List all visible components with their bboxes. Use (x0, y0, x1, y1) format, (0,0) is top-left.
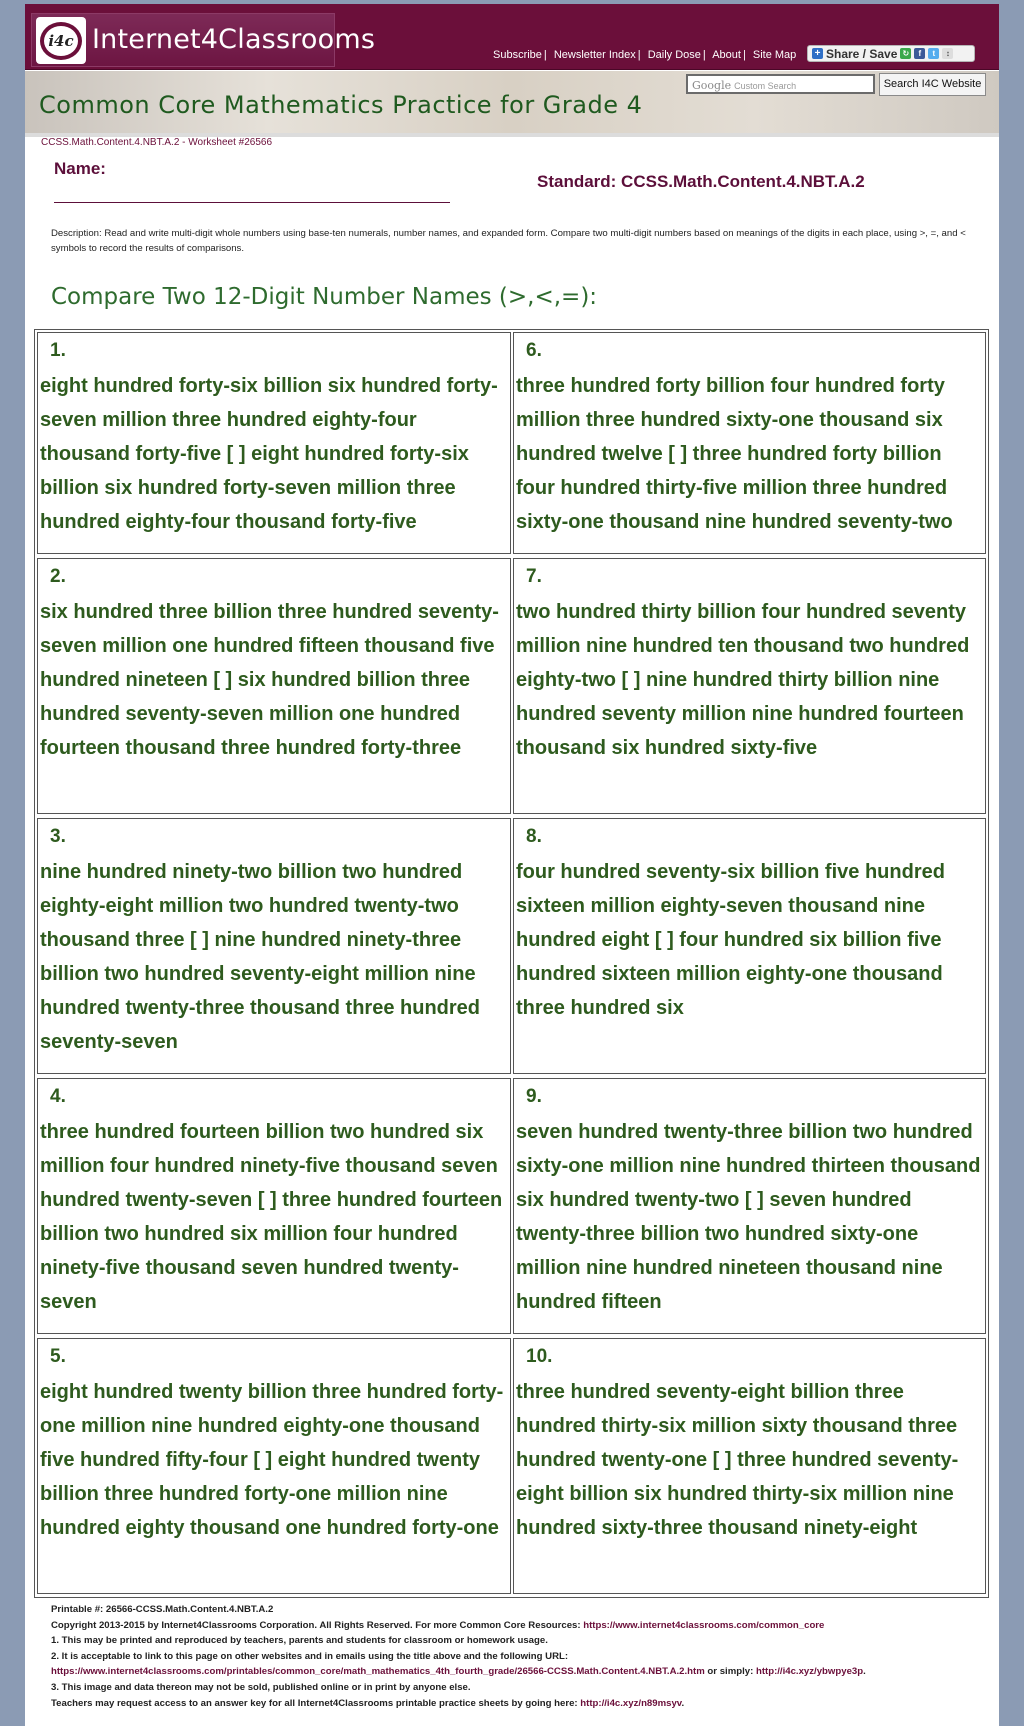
description: Description: Read and write multi-digit whole numbers using base-ten numerals, number names, and expanded form. Compare two multi-digit numbers based on meanings of the digits in each place, using >, =, and < symbols to record the results of comparisons. (51, 228, 966, 254)
problem-text: two hundred thirty billion four hundred seventy million nine hundred ten thousand two hundred eighty-two [ ] nine hundred thirty billion nine hundred seventy million nine hundred fourteen thousand six hundred sixty-five (516, 601, 970, 759)
standard-label: Standard: CCSS.Math.Content.4.NBT.A.2 (537, 172, 865, 191)
problem-number: 6. (526, 340, 542, 361)
rule-2-urls (51, 1664, 991, 1680)
problem-cell (37, 1078, 511, 1334)
problem-number: 10. (526, 1346, 553, 1367)
top-nav: Subscribe | Newsletter Index | Daily Dose | About | Site Map (493, 49, 797, 61)
nav-link-site-map[interactable]: Site Map (752, 49, 797, 61)
problem-text: six hundred three billion three hundred seventy-seven million one hundred fifteen thousand five hundred nineteen [ ] six hundred billion three hundred seventy-seven million one hundred fourteen thousand three hundred forty-three (40, 601, 499, 759)
problem-cell (513, 558, 986, 814)
nav-link-daily-dose[interactable]: Daily Dose (647, 49, 701, 61)
problem-number: 3. (50, 826, 66, 847)
rule-2-or: or simply: (704, 1666, 756, 1678)
problem-number: 7. (526, 566, 542, 587)
rule-2: 2. It is acceptable to link to this page on other websites and in emails using the title above and the following URL: (51, 1650, 569, 1662)
search-placeholder: Custom Search (734, 81, 797, 91)
answer-key (51, 1696, 991, 1712)
problem-cell (513, 818, 986, 1074)
section-title: Compare Two 12-Digit Number Names (>,<,=): (51, 284, 598, 310)
problem-cell (513, 332, 986, 554)
dropdown-icon: ↕ (942, 48, 953, 59)
problem-cell (37, 332, 511, 554)
problem-text: three hundred forty billion four hundred forty million three hundred sixty-one thousand six hundred twelve [ ] three hundred forty billion four hundred thirty-five million three hundred sixty-one thousand nine hundred seventy-two (516, 375, 953, 533)
nav-link-subscribe[interactable]: Subscribe (493, 49, 542, 61)
google-logo: Google (692, 79, 732, 92)
problem-cell (37, 558, 511, 814)
problem-number: 1. (50, 340, 66, 361)
problem-cell (37, 1338, 511, 1594)
site-header (25, 4, 999, 70)
answer-key-end: . (681, 1697, 685, 1709)
name-line (54, 202, 450, 203)
problem-number: 8. (526, 826, 542, 847)
share-green-icon: ↻ (900, 48, 911, 59)
share-save-button[interactable] (807, 45, 975, 62)
problem-text: three hundred seventy-eight billion three hundred thirty-six million sixty thousand three hundred twenty-one [ ] three hundred seventy-eight billion six hundred thirty-six million nine hundred sixty-three thousand ninety-eight (516, 1381, 959, 1539)
problem-number: 5. (50, 1346, 66, 1367)
breadcrumb: CCSS.Math.Content.4.NBT.A.2 - Worksheet #26566 (41, 137, 273, 148)
facebook-icon: f (914, 48, 925, 59)
problem-cell (37, 818, 511, 1074)
problem-text: four hundred seventy-six billion five hundred sixteen million eighty-seven thousand nine hundred eight [ ] four hundred six billion five hundred sixteen million eighty-one thousand three hundred six (516, 861, 945, 1019)
nav-link-about[interactable]: About (712, 49, 741, 61)
answer-key-text: Teachers may request access to an answer key for all Internet4Classrooms printable practice sheets by going here: (51, 1697, 581, 1709)
problem-number: 9. (526, 1086, 542, 1107)
problem-text: three hundred fourteen billion two hundred six million four hundred ninety-five thousand seven hundred twenty-seven [ ] three hundred fourteen billion two hundred six million four hundred ninety-five thousand seven hundred twenty-seven (40, 1121, 503, 1313)
problems-table (34, 329, 989, 1598)
copyright-text: Copyright 2013-2015 by Internet4Classrooms Corporation. All Rights Reserved. For more Common Core Resources: (51, 1619, 584, 1631)
worksheet-link[interactable]: https://www.internet4classrooms.com/printables/common_core/math_mathematics_4th_fourth_grade/26566-CCSS.Math.Content.4.NBT.A.2.htm (51, 1666, 705, 1678)
problem-text: eight hundred forty-six billion six hundred forty-seven million three hundred eighty-four thousand forty-five [ ] eight hundred forty-six billion six hundred forty-seven million three hundred eighty-four thousand forty-five (40, 375, 498, 533)
problem-text: eight hundred twenty billion three hundred forty-one million nine hundred eighty-one thousand five hundred fifty-four [ ] eight hundred twenty billion three hundred forty-one million nine hundred eighty thousand one hundred forty-one (40, 1381, 504, 1539)
rule-1: 1. This may be printed and reproduced by teachers, parents and students for classroom or homework usage. (51, 1635, 548, 1647)
rule-2-end: . (863, 1666, 866, 1678)
share-save-label: Share / Save (826, 46, 898, 61)
problem-number: 2. (50, 566, 66, 587)
plus-icon: + (812, 48, 823, 59)
answer-key-link[interactable]: http://i4c.xyz/n89msyv (580, 1697, 682, 1709)
page-title: Common Core Mathematics Practice for Grade 4 (39, 91, 643, 119)
problem-number: 4. (50, 1086, 66, 1107)
logo-badge-text: i4c (40, 22, 82, 60)
printable-number: Printable #: 26566-CCSS.Math.Content.4.NBT.A.2 (51, 1604, 274, 1615)
problem-cell (513, 1338, 986, 1594)
logo-text: Internet4Classrooms (92, 24, 376, 55)
footer (51, 1602, 991, 1711)
search-button[interactable]: Search I4C Website (879, 73, 986, 96)
search-input[interactable] (686, 74, 875, 94)
logo-badge (36, 17, 86, 64)
twitter-icon: t (928, 48, 939, 59)
worksheet-page (25, 4, 999, 1726)
name-label: Name: (54, 159, 106, 178)
nav-link-newsletter-index[interactable]: Newsletter Index (553, 49, 636, 61)
header-banner (25, 71, 999, 137)
problem-text: nine hundred ninety-two billion two hundred eighty-eight million two hundred twenty-two thousand three [ ] nine hundred ninety-three billion two hundred seventy-eight million nine hundred twenty-three thousand three hundred seventy-seven (40, 861, 481, 1053)
problem-cell (513, 1078, 986, 1334)
site-logo[interactable] (31, 13, 376, 67)
problem-text: seven hundred twenty-three billion two hundred sixty-one million nine hundred thirteen thousand six hundred twenty-two [ ] seven hundred twenty-three billion two hundred sixty-one million nine hundred nineteen thousand nine hundred fifteen (516, 1121, 981, 1313)
copyright (51, 1618, 991, 1634)
short-link[interactable]: http://i4c.xyz/ybwpye3p (755, 1666, 864, 1678)
common-core-link[interactable]: https://www.internet4classrooms.com/common_core (583, 1619, 825, 1631)
rule-3: 3. This image and data thereon may not be sold, published online or in print by anyone else. (51, 1681, 471, 1693)
